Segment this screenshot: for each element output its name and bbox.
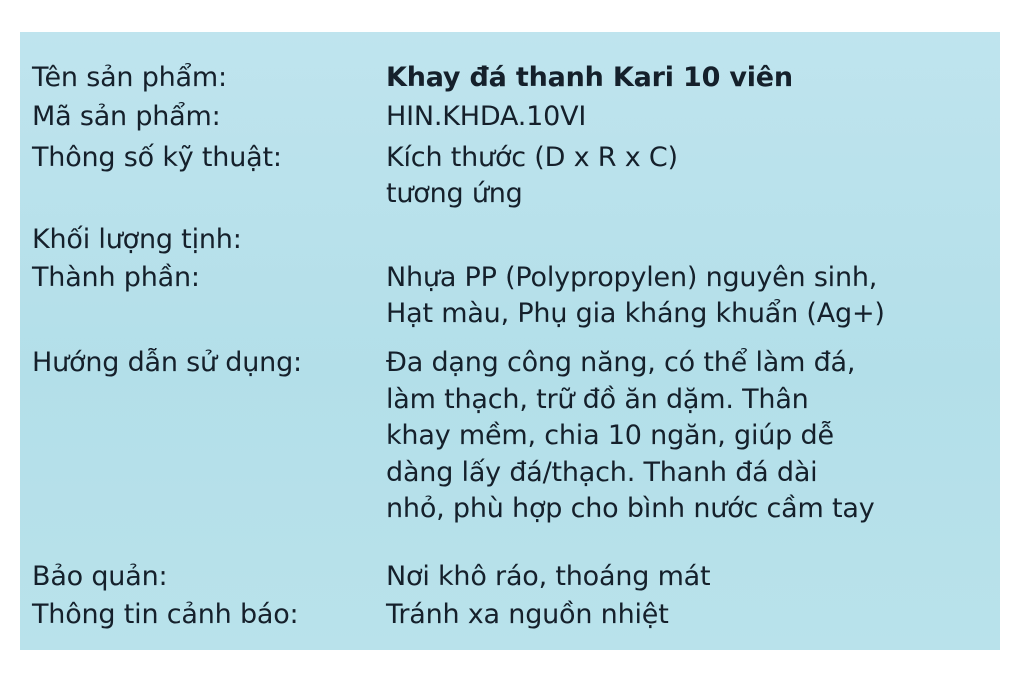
net-weight-label: Khối lượng tịnh: xyxy=(32,224,242,255)
usage-line: Đa dạng công năng, có thể làm đá, xyxy=(386,347,856,378)
technical-specs-value xyxy=(386,140,996,212)
technical-specs-line: tương ứng xyxy=(386,178,523,209)
product-code-label: Mã sản phẩm: xyxy=(32,101,221,132)
warning-value: Tránh xa nguồn nhiệt xyxy=(386,599,669,630)
product-name-label: Tên sản phẩm: xyxy=(32,62,227,93)
usage-line: dàng lấy đá/thạch. Thanh đá dài xyxy=(386,456,818,488)
ingredients-line: Nhựa PP (Polypropylen) nguyên sinh, xyxy=(386,262,878,293)
usage-line: nhỏ, phù hợp cho bình nước cầm tay xyxy=(386,493,875,525)
warning-label: Thông tin cảnh báo: xyxy=(32,599,299,630)
ingredients-value xyxy=(386,260,996,332)
usage-line: khay mềm, chia 10 ngăn, giúp dễ xyxy=(386,420,834,452)
usage-label: Hướng dẫn sử dụng: xyxy=(32,347,302,378)
ingredients-label: Thành phần: xyxy=(32,262,200,293)
product-spec-card xyxy=(20,32,1000,650)
technical-specs-label: Thông số kỹ thuật: xyxy=(32,142,282,173)
storage-value: Nơi khô ráo, thoáng mát xyxy=(386,561,711,592)
product-name-value: Khay đá thanh Kari 10 viên xyxy=(386,62,793,93)
storage-label: Bảo quản: xyxy=(32,561,168,592)
ingredients-line: Hạt màu, Phụ gia kháng khuẩn (Ag+) xyxy=(386,298,885,329)
product-code-value: HIN.KHDA.10VI xyxy=(386,101,587,132)
usage-line: làm thạch, trữ đồ ăn dặm. Thân xyxy=(386,383,809,415)
usage-value xyxy=(386,345,996,528)
technical-specs-line: Kích thước (D x R x C) xyxy=(386,142,678,173)
